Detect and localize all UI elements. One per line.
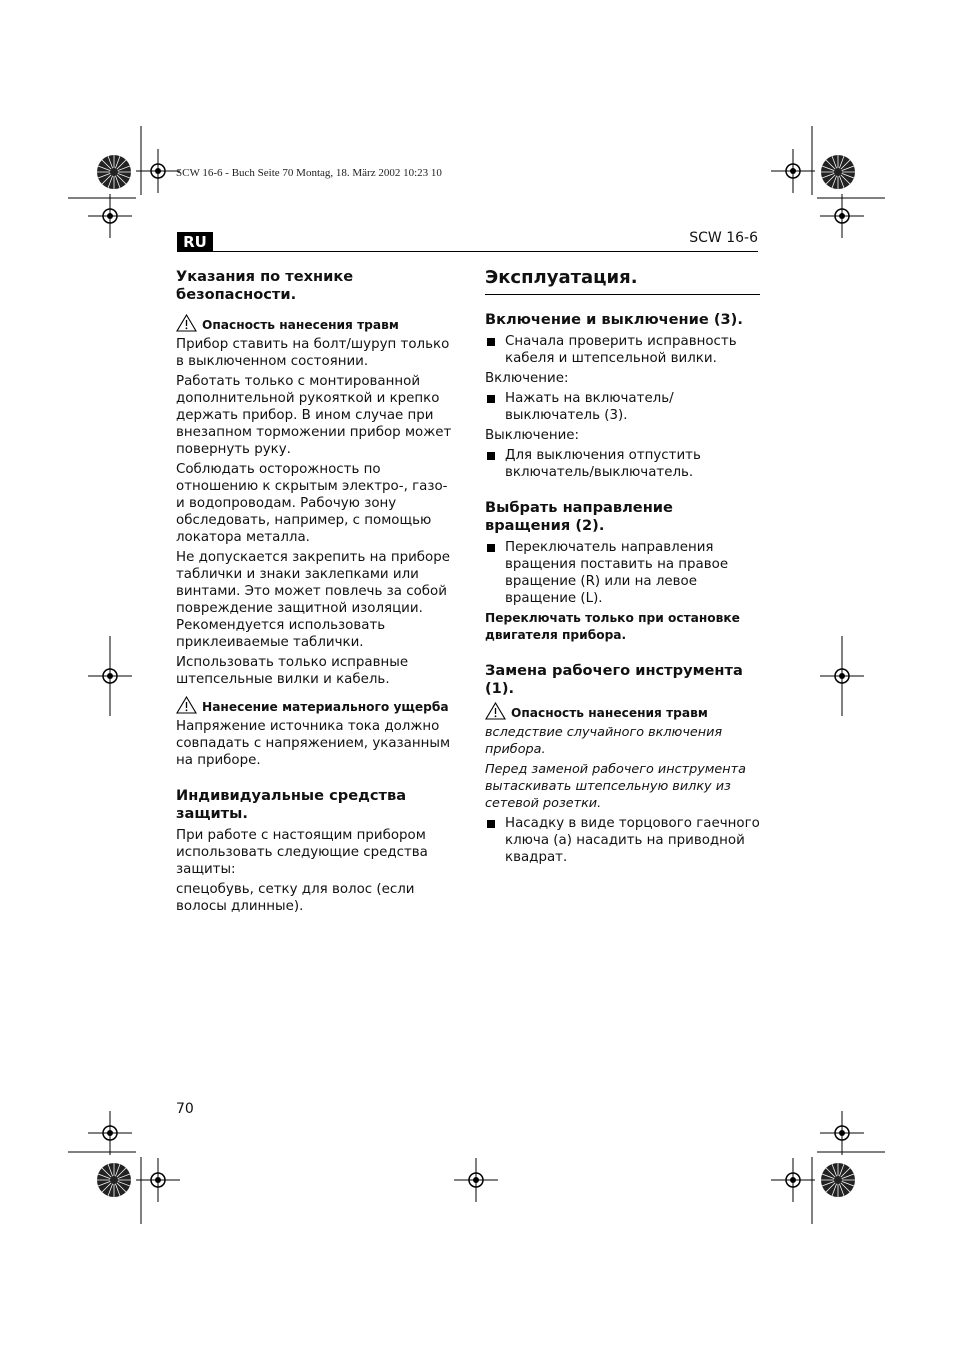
paragraph: Выключение: xyxy=(485,428,580,443)
italic-paragraph: Перед заменой рабочего инструмента вытаскивать штепсельную вилку из сетевой розетки. xyxy=(485,762,746,811)
safety-title: Указания по технике безопасности. xyxy=(176,268,354,303)
warning-injury xyxy=(485,702,760,722)
list-item: Насадку в виде торцового гаечного ключа (a) насадить на приводной квадрат. xyxy=(485,815,760,866)
list-item: Сначала проверить исправность кабеля и штепсельной вилки. xyxy=(485,333,760,367)
list-item: Нажать на включатель/выключатель (3). xyxy=(485,390,760,424)
warning-label: Нанесение материального ущерба xyxy=(202,700,449,714)
paragraph: Напряжение источника тока должно совпадать с напряжением, указанным на приборе. xyxy=(176,719,451,768)
left-column xyxy=(176,268,456,918)
operation-title: Эксплуатация. xyxy=(485,266,760,295)
warning-damage xyxy=(176,696,456,716)
paragraph: Прибор ставить на болт/шуруп только в выключенном состоянии. xyxy=(176,337,450,369)
paragraph: Использовать только исправные штепсельные вилки и кабель. xyxy=(176,655,409,687)
paragraph: Включение: xyxy=(485,371,569,386)
bullet-square-icon xyxy=(487,820,495,828)
paragraph: При работе с настоящим прибором использовать следующие средства защиты: xyxy=(176,828,428,877)
warning-injury xyxy=(176,314,456,334)
bullet-square-icon xyxy=(487,395,495,403)
bullet-square-icon xyxy=(487,452,495,460)
right-column xyxy=(485,266,760,869)
paragraph: Работать только с монтированной дополнительной рукояткой и крепко держать прибор. В ином случае при внезапном торможении прибор может повернуть руку. xyxy=(176,374,452,457)
section-heading: Индивидуальные средства защиты. xyxy=(176,787,407,822)
header-rule xyxy=(177,251,758,252)
page-number: 70 xyxy=(176,1101,194,1117)
section-heading: Выбрать направление вращения (2). xyxy=(485,499,673,534)
warning-triangle-icon xyxy=(485,702,506,720)
list-item: Переключатель направления вращения поставить на правое вращение (R) или на левое вращение (L). xyxy=(485,539,760,607)
paragraph: Не допускается закрепить на приборе таблички и знаки заклепками или винтами. Это может повлечь за собой повреждение защитной изоляции. Рекомендуется использовать приклеиваемые таблички. xyxy=(176,550,450,650)
paragraph: Соблюдать осторожность по отношению к скрытым электро-, газо- и водопроводам. Рабочую зону обследовать, например, с помощью локатора металла. xyxy=(176,462,448,545)
language-badge: RU xyxy=(177,232,213,252)
paragraph: спецобувь, сетку для волос (если волосы длинные). xyxy=(176,882,415,914)
bullet-square-icon xyxy=(487,544,495,552)
note: Переключать только при остановке двигателя прибора. xyxy=(485,611,740,642)
warning-triangle-icon xyxy=(176,314,197,332)
section-heading: Замена рабочего инструмента (1). xyxy=(485,662,743,697)
model-label: SCW 16-6 xyxy=(689,230,758,246)
print-slug: SCW 16-6 - Buch Seite 70 Montag, 18. März 2002 10:23 10 xyxy=(176,167,442,179)
italic-paragraph: вследствие случайного включения прибора. xyxy=(485,725,723,757)
warning-label: Опасность нанесения травм xyxy=(511,706,708,720)
bullet-square-icon xyxy=(487,338,495,346)
list-item: Для выключения отпустить включатель/выключатель. xyxy=(485,447,760,481)
warning-triangle-icon xyxy=(176,696,197,714)
section-heading: Включение и выключение (3). xyxy=(485,311,743,328)
warning-label: Опасность нанесения травм xyxy=(202,318,399,332)
